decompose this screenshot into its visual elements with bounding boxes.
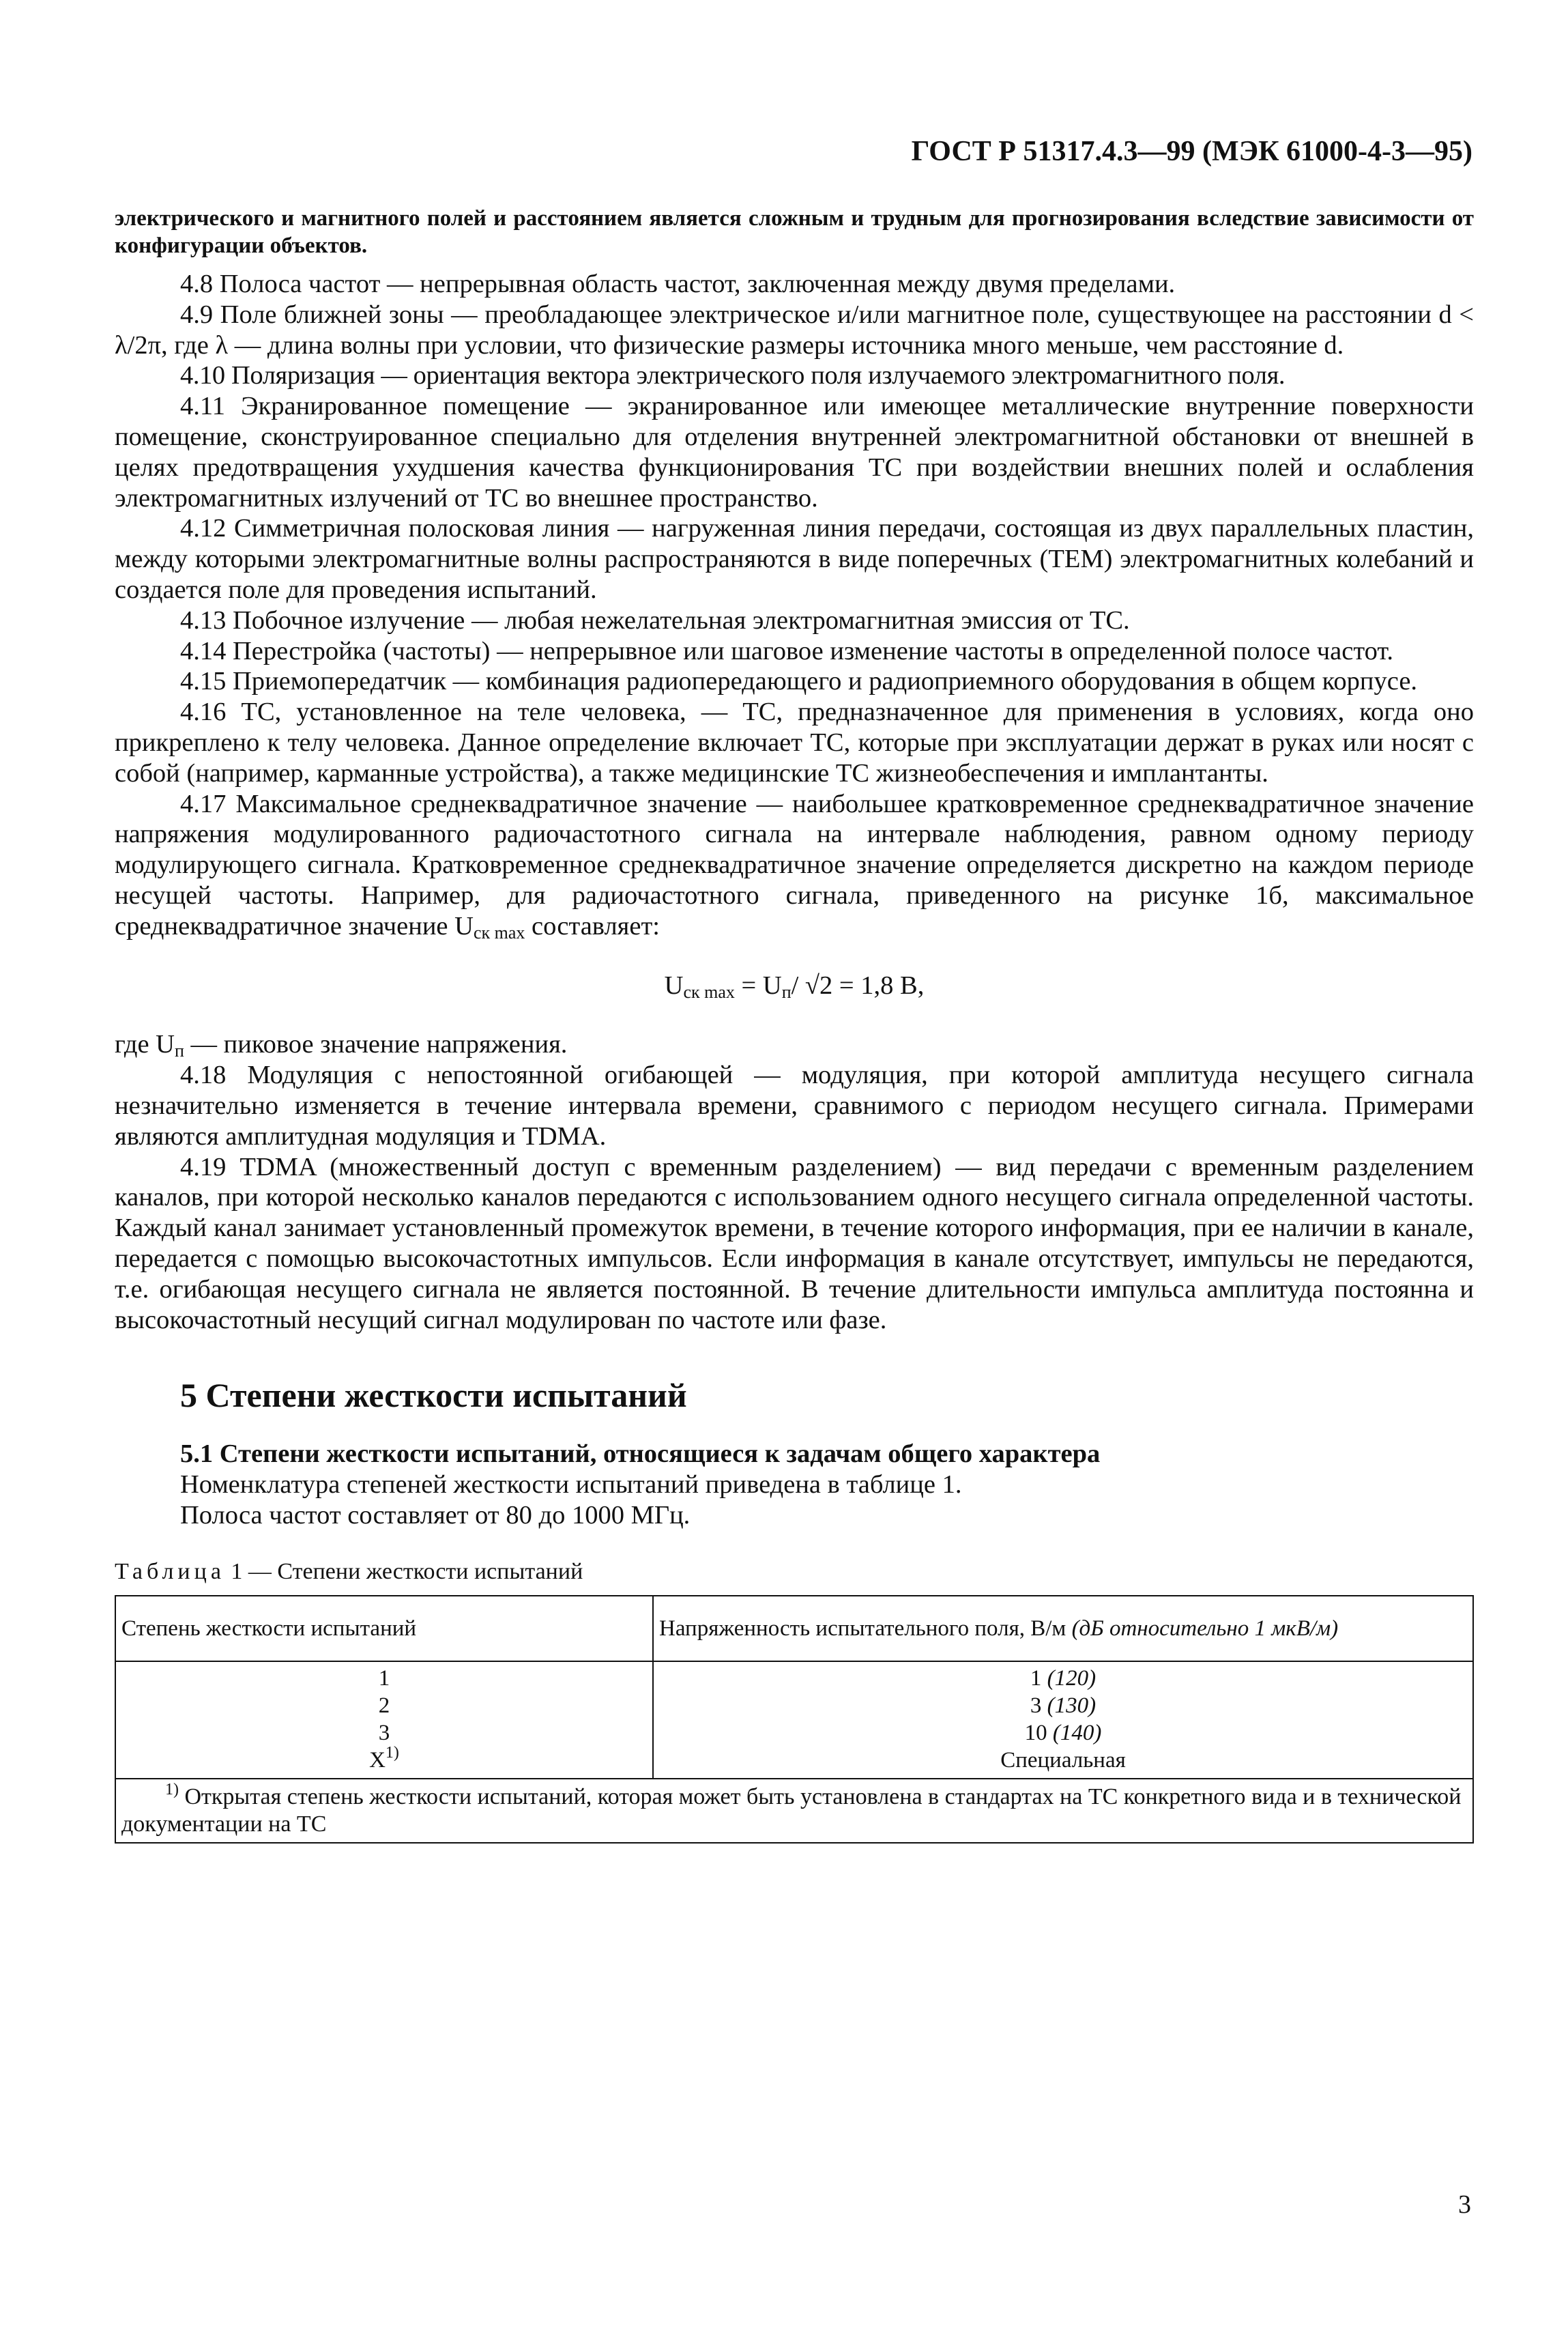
definition-4-10: 4.10 Поляризация — ориентация вектора электрического поля излучаемого электромагнитного поля.: [180, 361, 1286, 390]
intro-paragraph: электрического и магнитного полей и расстоянием является сложным и трудным для прогнозирования вследствие зависимости от конфигурации объектов.: [115, 206, 1474, 258]
level-x-footnote-mark: 1): [385, 1743, 399, 1762]
where-subscript: п: [174, 1041, 184, 1061]
definition-4-14: 4.14 Перестройка (частоты) — непрерывное или шаговое изменение частоты в определенной полосе частот.: [180, 636, 1393, 665]
table-caption-word: Таблица: [115, 1558, 225, 1584]
footnote-text: Открытая степень жесткости испытаний, которая может быть установлена в стандартах на ТС конкретного вида и в технической документации на ТС: [121, 1783, 1462, 1837]
value-2-db: (130): [1047, 1693, 1097, 1718]
formula-explanation: [115, 1029, 1474, 1060]
footnote-mark: 1): [165, 1780, 179, 1798]
table-header-row: [115, 1596, 1473, 1661]
section-5-1-line-1: Номенклатура степеней жесткости испытаний приведена в таблице 1.: [180, 1470, 962, 1500]
formula-rhs: / √2 = 1,8 В,: [791, 971, 925, 1000]
definition-4-18: 4.18 Модуляция с непостоянной огибающей — модуляция, при которой амплитуда несущего сигнала незначительно изменяется в течение интервала времени, сравнимого с периодом несущего сигнала. Примерами являются амплитудная модуляция и TDMA.: [115, 1061, 1474, 1151]
definition-4-17-subscript: ск max: [473, 922, 525, 943]
severity-table: [115, 1595, 1474, 1844]
table-caption-rest: 1 — Степени жесткости испытаний: [224, 1558, 583, 1584]
value-3-vm: 10: [1024, 1720, 1047, 1745]
definition-4-16: 4.16 ТС, установленное на теле человека, — ТС, предназначенное для применения в условиях, когда оно прикреплено к телу человека. Данное определение включает ТС, которые при эксплуатации держат в руках или носят с собой (например, карманные устройства), а также медицинские ТС жизнеобеспечения и имплантанты.: [115, 698, 1474, 788]
definition-4-19: 4.19 TDMA (множественный доступ с временным разделением) — вид передачи с временным разделением каналов, при которой несколько каналов передаются с использованием одного несущего сигнала определенной частоты. Каждый канал занимает установленный промежуток времени, в течение которого информация, при ее наличии в канале, передается с помощью высокочастотных импульсов. Если информация в канале отсутствует, импульсы не передаются, т.е. огибающая несущего сигнала не является постоянной. В течение длительности импульса амплитуда постоянна и высокочастотный несущий сигнал модулирован по частоте или фазе.: [115, 1152, 1474, 1334]
level-column: [115, 1661, 653, 1779]
table-header-field-strength: [653, 1596, 1473, 1661]
subsection-5-1-title: 5.1 Степени жесткости испытаний, относящиеся к задачам общего характера: [180, 1439, 1101, 1469]
value-1-vm: 1: [1030, 1665, 1042, 1691]
definition-4-17-text: 4.17 Максимальное среднеквадратичное значение — наибольшее кратковременное среднеквадратичное значение напряжения модулированного радиочастотного сигнала на интервале наблюдения, равном одному периоду модулирующего сигнала. Кратковременное среднеквадратичное значение определяется дискретно на каждом периоде несущей частоты. Например, для радиочастотного сигнала, приведенного на рисунке 1б, максимальное среднеквадратичное значение U: [115, 789, 1474, 941]
level-3: 3: [378, 1720, 390, 1745]
level-x: [121, 1743, 647, 1774]
definition-4-17: [115, 789, 1474, 942]
value-3: [659, 1719, 1467, 1747]
definition-4-15: 4.15 Приемопередатчик — комбинация радиопередающего и радиоприемного оборудования в общем корпусе.: [180, 667, 1418, 696]
definition-4-13: 4.13 Побочное излучение — любая нежелательная электромагнитная эмиссия от ТС.: [180, 605, 1130, 635]
formula: [115, 971, 1474, 1001]
document-header: ГОСТ Р 51317.4.3—99 (МЭК 61000-4-3—95): [911, 136, 1472, 167]
formula-mid: = U: [734, 971, 782, 1000]
table-footnote-row: [115, 1779, 1473, 1843]
table-header-level: Степень жесткости испытаний: [115, 1596, 653, 1661]
definition-4-9: 4.9 Поле ближней зоны — преобладающее электрическое и/или магнитное поле, существующее на расстоянии d < λ/2π, где λ — длина волны при условии, что физические размеры источника много меньше, чем расстояние d.: [115, 300, 1474, 360]
level-1: 1: [378, 1665, 390, 1691]
page-content: [115, 205, 1474, 1844]
value-x: Специальная: [1000, 1747, 1126, 1773]
definition-4-12: 4.12 Симметричная полосковая линия — нагруженная линия передачи, состоящая из двух параллельных пластин, между которыми электромагнитные волны распространяются в виде поперечных (ТЕМ) электромагнитных колебаний и создается поле для проведения испытаний.: [115, 514, 1474, 604]
value-column: [653, 1661, 1473, 1779]
section-5-heading: 5 Степени жесткости испытаний: [180, 1376, 687, 1415]
header-field-strength-db: (дБ относительно 1 мкВ/м): [1071, 1616, 1339, 1641]
formula-mid-subscript: п: [781, 981, 792, 1002]
table-footnote: [115, 1779, 1473, 1843]
definition-4-17-end: составляет:: [532, 911, 660, 941]
table-caption: [115, 1558, 1474, 1586]
level-2: 2: [378, 1693, 390, 1718]
level-x-text: X: [369, 1747, 386, 1773]
value-1-db: (120): [1047, 1665, 1097, 1691]
where-text: где U: [115, 1030, 175, 1059]
value-2-vm: 3: [1030, 1693, 1042, 1718]
page-number: 3: [1458, 2190, 1471, 2219]
definition-4-8: 4.8 Полоса частот — непрерывная область частот, заключенная между двумя пределами.: [180, 270, 1176, 298]
value-1: [659, 1665, 1467, 1692]
section-5-1-line-2: Полоса частот составляет от 80 до 1000 МГц.: [180, 1500, 691, 1530]
table-row: [115, 1661, 1473, 1779]
header-field-strength-text: Напряженность испытательного поля, В/м: [659, 1616, 1072, 1641]
value-3-db: (140): [1052, 1720, 1102, 1745]
definition-4-11: 4.11 Экранированное помещение — экранированное или имеющее металлические внутренние поверхности помещение, сконструированное специально для отделения внутренней электромагнитной обстановки от внешней в целях предотвращения ухудшения качества функционирования ТС при воздействии внешних полей и ослабления электромагнитных излучений от ТС во внешнее пространство.: [115, 392, 1474, 513]
value-2: [659, 1692, 1467, 1719]
formula-lhs-subscript: ск max: [683, 981, 735, 1002]
formula-lhs: U: [664, 971, 684, 1000]
where-text-end: — пиковое значение напряжения.: [184, 1030, 568, 1059]
